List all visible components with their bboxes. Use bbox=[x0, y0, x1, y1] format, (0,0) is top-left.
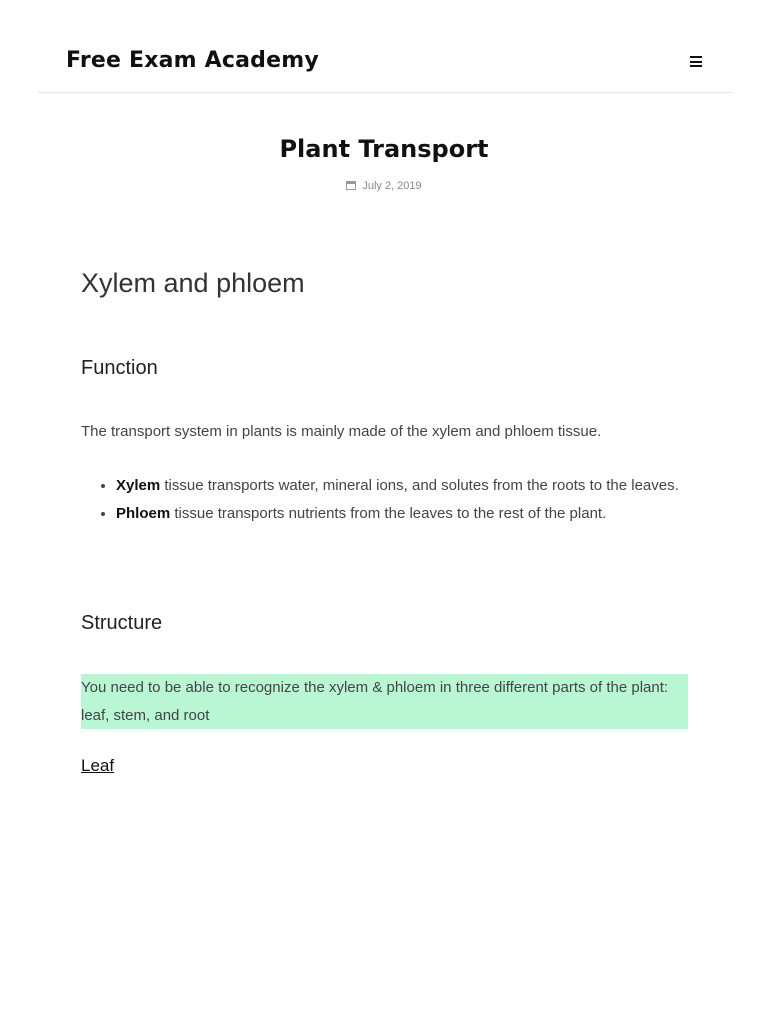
bullet-term: Phloem bbox=[116, 505, 171, 522]
section-heading-xylem-phloem: Xylem and phloem bbox=[81, 268, 305, 298]
function-bullet-list bbox=[81, 472, 679, 528]
bullet-text: tissue transports water, mineral ions, and solutes from the roots to the leaves. bbox=[160, 477, 679, 494]
bullet-text: tissue transports nutrients from the leaves to the rest of the plant. bbox=[170, 505, 607, 522]
page-title: Plant Transport bbox=[279, 135, 489, 163]
site-title-link[interactable]: Free Exam Academy bbox=[66, 48, 319, 73]
bullet-term: Xylem bbox=[116, 477, 161, 494]
subheading-leaf: Leaf bbox=[81, 756, 115, 775]
hamburger-menu-icon[interactable] bbox=[690, 55, 704, 71]
site-header bbox=[38, 0, 732, 93]
subheading-function: Function bbox=[81, 357, 158, 379]
subheading-structure: Structure bbox=[81, 612, 163, 634]
post-date-text: July 2, 2019 bbox=[362, 180, 422, 192]
list-item bbox=[116, 472, 679, 500]
calendar-icon bbox=[346, 181, 356, 190]
highlighted-note: You need to be able to recognize the xylem & phloem in three different parts of the plant: leaf, stem, and root bbox=[81, 674, 688, 729]
list-item bbox=[116, 500, 679, 528]
post-date bbox=[0, 180, 768, 192]
function-intro: The transport system in plants is mainly made of the xylem and phloem tissue. bbox=[81, 423, 602, 440]
